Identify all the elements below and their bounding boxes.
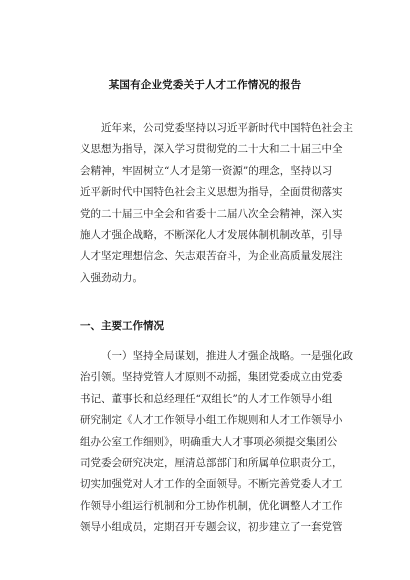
paragraph-line: 施人才强企战略，不断深化人才发展体制机制改革，引导 (80, 228, 343, 241)
section-paragraph (80, 346, 353, 539)
paragraph-line: 近平新时代中国特色社会主义思想为指导，全面贯彻落实 (80, 186, 343, 199)
paragraph-line: 研究制定《人才工作领导小组工作规则和人才工作领导小 (80, 414, 343, 427)
paragraph-line: 会精神，牢固树立“人才是第一资源”的理念，坚持以习 (80, 164, 333, 177)
paragraph-line: 领导小组成员，定期召开专题会议，初步建立了一套党管 (80, 521, 343, 534)
paragraph-line: 人才坚定理想信念、矢志艰苦奋斗，为企业高质量发展注 (80, 250, 343, 263)
paragraph-line: 书记、董事长和总经理任“双组长”的人才工作领导小组 (80, 392, 333, 405)
paragraph-line: （一）坚持全局谋划，推进人才强企战略。一是强化政 (101, 350, 353, 362)
paragraph-line: 义思想为指导，深入学习贯彻党的二十大和二十届三中全 (80, 143, 343, 156)
section-heading: 一、主要工作情况 (80, 320, 164, 332)
paragraph-line: 近年来，公司党委坚持以习近平新时代中国特色社会主 (101, 122, 353, 134)
paragraph-line: 治引领。坚持党管人才原则不动摇，集团党委成立由党委 (80, 371, 343, 384)
paragraph-line: 入强劲动力。 (80, 271, 143, 284)
intro-paragraph (80, 118, 353, 289)
paragraph-line: 党的二十届三中全会和省委十二届八次全会精神，深入实 (80, 207, 343, 220)
paragraph-line: 组办公室工作细则》，明确重大人才事项必须提交集团公 (80, 435, 338, 448)
document-title: 某国有企业党委关于人才工作情况的报告 (108, 79, 302, 91)
paragraph-line: 司党委会研究决定，厘清总部部门和所属单位职责分工， (80, 456, 343, 469)
paragraph-line: 切实加强党对人才工作的全面领导。不断完善党委人才工 (80, 478, 343, 491)
paragraph-line: 作领导小组运行机制和分工协作机制，优化调整人才工作 (80, 499, 343, 512)
